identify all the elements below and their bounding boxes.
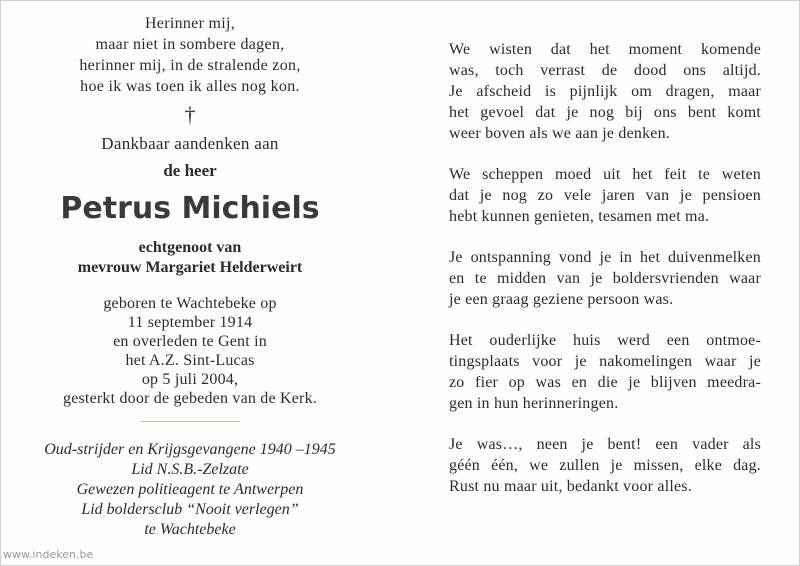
- text-line: Je was…, neen je bent! een vader als: [449, 436, 761, 453]
- poem-line: hoe ik was toen ik alles nog kon.: [80, 78, 300, 95]
- spouse-line: mevrouw Margariet Helderweirt: [77, 259, 303, 276]
- affiliation-line: Lid N.S.B.-Zelzate: [131, 461, 249, 478]
- text-line: We scheppen moed uit het feit te weten: [449, 166, 761, 183]
- text-line: weer boven als we aan je denken.: [449, 125, 670, 142]
- paragraph: [449, 330, 761, 414]
- cross-icon: †: [184, 102, 196, 127]
- honorific: de heer: [163, 161, 217, 180]
- spouse-line: echtgenoot van: [138, 239, 242, 256]
- text-line: hebt kunnen genieten, tesamen met ma.: [449, 208, 710, 225]
- deceased-name: Petrus Michiels: [60, 191, 320, 226]
- text-line: zo fier op was en die je blijven meedra-: [449, 374, 761, 391]
- left-panel: [1, 13, 379, 540]
- paragraph: [449, 39, 761, 144]
- text-line: je een graag geziene persoon was.: [449, 291, 674, 308]
- affiliations: [1, 440, 379, 540]
- poem-line: maar niet in sombere dagen,: [95, 36, 285, 53]
- text-line: Rust nu maar uit, bedankt voor alles.: [449, 478, 692, 495]
- affiliation-line: Gewezen politieagent te Antwerpen: [76, 481, 304, 498]
- poem: [1, 13, 379, 97]
- text-line: dat je nog zo vele jaren van je pensioen: [449, 187, 761, 204]
- divider: [140, 421, 240, 422]
- text-line: We wisten dat het moment komende: [449, 41, 761, 58]
- text-line: tingsplaats voor je nakomelingen waar je: [449, 353, 761, 370]
- thanks-line: Dankbaar aandenken aan: [101, 134, 279, 153]
- watermark: www.indeken.be: [3, 548, 94, 561]
- bio-line: 11 september 1914: [127, 314, 253, 331]
- text-line: en te midden van je boldersvrienden waar: [449, 270, 761, 287]
- text-line: géén één, we zullen je missen, elke dag.: [449, 457, 761, 474]
- biography: [1, 294, 379, 408]
- paragraph: [449, 247, 761, 310]
- affiliation-line: te Wachtebeke: [144, 521, 236, 538]
- spouse-info: [1, 238, 379, 278]
- paragraph: [449, 164, 761, 227]
- bio-line: gesterkt door de gebeden van de Kerk.: [63, 390, 317, 407]
- right-panel: [449, 39, 761, 517]
- paragraph: [449, 434, 761, 497]
- text-line: was, toch verrast de dood ons altijd.: [449, 62, 761, 79]
- poem-line: herinner mij, in de stralende zon,: [79, 57, 301, 74]
- bio-line: en overleden te Gent in: [113, 333, 267, 350]
- bio-line: op 5 juli 2004,: [141, 371, 239, 388]
- text-line: het gevoel dat je nog bij ons bent komt: [449, 104, 761, 121]
- text-line: Je afscheid is pijnlijk om dragen, maar: [449, 83, 761, 100]
- text-line: gen in hun herinneringen.: [449, 395, 619, 412]
- poem-line: Herinner mij,: [144, 15, 236, 32]
- affiliation-line: Lid boldersclub “Nooit verlegen”: [81, 501, 299, 518]
- text-line: Je ontspanning vond je in het duivenmelken: [449, 249, 761, 266]
- text-line: Het ouderlijke huis werd een ontmoe-: [449, 332, 761, 349]
- affiliation-line: Oud-strijder en Krijgsgevangene 1940 –1945: [44, 441, 336, 458]
- bio-line: geboren te Wachtebeke op: [103, 295, 277, 312]
- bio-line: het A.Z. Sint-Lucas: [125, 352, 255, 369]
